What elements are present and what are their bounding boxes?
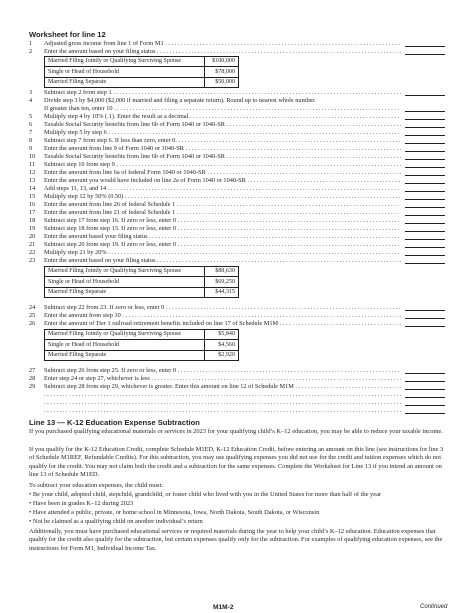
line-number: 20	[29, 233, 36, 240]
table-cell: $88,630	[205, 267, 239, 277]
line-number: 15	[29, 193, 36, 200]
table-cell: Single or Head of Household	[45, 340, 205, 350]
worksheet-line	[29, 201, 445, 209]
line-number: 19	[29, 225, 36, 232]
worksheet-line	[29, 169, 445, 177]
line-number: 18	[29, 217, 36, 224]
table-cell: Married Filing Separate	[45, 350, 205, 360]
line-text: Enter the amount of Tier 1 railroad retirement benefits included on line 17 of Schedule M1M . . .	[44, 320, 401, 328]
amount-blank[interactable]	[405, 143, 445, 144]
worksheet-line	[29, 407, 445, 415]
filing-status-table-2	[44, 266, 239, 298]
amount-blank[interactable]	[405, 239, 445, 240]
table-cell: Married Filing Separate	[45, 287, 205, 297]
line-text: Subtract step 28 from step 29, whichever is greater. Enter this amount on line 12 of Schedule M1M . . .	[44, 383, 401, 391]
line-number: 8	[29, 137, 33, 144]
table-cell: $44,315	[205, 287, 239, 297]
section-title: Line 13 — K-12 Education Expense Subtraction	[29, 418, 200, 427]
amount-blank[interactable]	[405, 54, 445, 55]
line-text: Enter the amount you would have included on line 2a of Form 1040 or 1040-SR . . .	[44, 177, 401, 185]
worksheet-line	[29, 375, 445, 383]
worksheet-line	[29, 185, 445, 193]
line-text: Multiply step 5 by step 6 . . .	[44, 129, 401, 137]
bullet-item: • Be your child, adopted child, stepchild, grandchild, or foster child who lived with you in the United States for more than half of the year	[29, 491, 382, 498]
worksheet-line	[29, 145, 445, 153]
line-text: Subtract step 17 from step 16. If zero or less, enter 0 . . .	[44, 217, 401, 225]
worksheet-line	[29, 193, 445, 201]
line-number: 14	[29, 185, 36, 192]
amount-blank[interactable]	[405, 223, 445, 224]
amount-blank[interactable]	[405, 255, 445, 256]
amount-blank[interactable]	[405, 111, 445, 112]
line-number: 25	[29, 312, 36, 319]
bullet-item: • Not be claimed as a qualifying child on another individual’s return	[29, 518, 203, 525]
amount-blank[interactable]	[405, 159, 445, 160]
line-text: Subtract step 22 from 23. If zero or less, enter 0 . . .	[44, 304, 401, 312]
table-cell: Married Filing Jointly or Qualifying Surviving Spouse	[45, 330, 205, 340]
table-cell: $69,250	[205, 277, 239, 287]
table-cell: Married Filing Jointly or Qualifying Surviving Spouse	[45, 267, 205, 277]
line-text: Adjusted gross income from line 1 of Form M1 . . .	[44, 40, 401, 48]
amount-blank[interactable]	[405, 263, 445, 264]
amount-blank[interactable]	[405, 247, 445, 248]
amount-blank[interactable]	[405, 46, 445, 47]
amount-blank[interactable]	[405, 397, 445, 398]
amount-blank[interactable]	[405, 119, 445, 120]
line-number: 27	[29, 367, 36, 374]
line-number: 10	[29, 153, 36, 160]
table-cell: Single or Head of Household	[45, 67, 205, 77]
table-row	[45, 287, 239, 297]
amount-blank[interactable]	[405, 127, 445, 128]
amount-blank[interactable]	[405, 413, 445, 414]
line-number: 1	[29, 40, 33, 47]
line-text: Subtract step 26 from step 25. If zero or less, enter 0 . . .	[44, 367, 401, 375]
worksheet-line	[29, 391, 445, 399]
line-number: 16	[29, 201, 36, 208]
amount-blank[interactable]	[405, 191, 445, 192]
line-number: 12	[29, 169, 36, 176]
section-paragraph: If you purchased qualifying educational materials or services in 2023 for your qualifying child’s K–12 education, you may be able to reduce your taxable income.	[29, 428, 443, 435]
table-cell: Single or Head of Household	[45, 277, 205, 287]
amount-blank[interactable]	[405, 183, 445, 184]
amount-blank[interactable]	[405, 151, 445, 152]
worksheet-line	[29, 241, 445, 249]
amount-blank[interactable]	[405, 167, 445, 168]
worksheet-line	[29, 367, 445, 375]
line-text: Enter step 24 or step 27, whichever is less . . .	[44, 375, 401, 383]
line-number: 24	[29, 304, 36, 311]
table-row	[45, 57, 239, 67]
line-text	[44, 391, 401, 399]
line-text: Subtract step 7 from step 6. If less than zero, enter 0. . . .	[44, 137, 401, 145]
bullet-item: • Have been in grades K–12 during 2023	[29, 500, 134, 507]
table-cell: Married Filing Jointly or Qualifying Surviving Spouse	[45, 57, 205, 67]
line-text: Taxable Social Security benefits from line 6b of Form 1040 or 1040-SR . . .	[44, 153, 401, 161]
line-text	[44, 407, 401, 415]
line-text: Divide step 3 by $4,000 ($2,000 if married and filing a separate return). Round up to nearest whole number.	[44, 97, 316, 104]
section-paragraph: To subtract your education expenses, the child must:	[29, 482, 164, 489]
continued-label: Continued	[420, 604, 448, 610]
line-number: 23	[29, 257, 36, 264]
filing-status-table-3	[44, 329, 239, 361]
amount-blank[interactable]	[405, 373, 445, 374]
filing-status-table-1	[44, 56, 239, 88]
worksheet-line	[29, 177, 445, 185]
amount-blank[interactable]	[405, 381, 445, 382]
line-text: Enter the amount based your filing status . . .	[44, 233, 401, 241]
worksheet-line	[29, 121, 445, 129]
table-row	[45, 267, 239, 277]
worksheet-line	[29, 217, 445, 225]
line-text: Subtract step 18 from step 15. If zero or less, enter 0 . . .	[44, 225, 401, 233]
worksheet-line	[29, 312, 445, 320]
line-text: Multiply step 4 by 10% (.1). Enter the result as a decimal . . .	[44, 113, 401, 121]
worksheet-line	[29, 209, 445, 217]
worksheet-line	[29, 161, 445, 169]
table-row	[45, 277, 239, 287]
line-number: 22	[29, 249, 36, 256]
table-row	[45, 350, 239, 360]
worksheet-title: Worksheet for line 12	[29, 30, 106, 39]
line-text: Subtract step 10 from step 9 . . .	[44, 161, 401, 169]
line-number: 6	[29, 121, 33, 128]
line-number: 11	[29, 161, 36, 168]
line-text: Enter the amount from step 10 . . .	[44, 312, 401, 320]
amount-blank[interactable]	[405, 318, 445, 319]
line-text: Multiply step 12 by 50% (0.50) . . .	[44, 193, 401, 201]
line-number: 26	[29, 320, 36, 327]
worksheet-line	[29, 383, 445, 391]
line-number: 28	[29, 375, 36, 382]
form-code: M1M-2	[213, 604, 234, 611]
table-cell: $4,560	[205, 340, 239, 350]
amount-blank[interactable]	[405, 199, 445, 200]
amount-blank[interactable]	[405, 389, 445, 390]
amount-blank[interactable]	[405, 135, 445, 136]
amount-blank[interactable]	[405, 326, 445, 327]
table-cell: $50,000	[205, 77, 239, 87]
worksheet-line	[29, 48, 445, 56]
line-text: Enter the amount from line 9 of Form 1040 or 1040-SR . . .	[44, 145, 401, 153]
worksheet-line	[29, 113, 445, 121]
worksheet-line	[29, 233, 445, 241]
line-text: Multiply step 21 by 20% . . .	[44, 249, 401, 257]
amount-blank[interactable]	[405, 95, 445, 96]
worksheet-line	[29, 40, 445, 48]
worksheet-line	[29, 129, 445, 137]
line-text: Enter the amount based on your filing status . . .	[44, 48, 401, 56]
section-paragraph: Additionally, you must have purchased educational services or required materials during the year to help your child’s K–12 education. Education expenses that qualify for the credit also qualify for the subtraction, but certain expenses qualify only for the subtraction. For examples of qualifying education expenses, see the instructions for Form M1, Individual Income Tax.	[29, 528, 443, 552]
line-number: 2	[29, 48, 33, 55]
line-text: Enter the amount based on your filing status . . .	[44, 257, 401, 265]
line-number: 7	[29, 129, 33, 136]
worksheet-line	[29, 249, 445, 257]
table-cell: $5,840	[205, 330, 239, 340]
line-text: Enter the amount from line 6a of federal Form 1040 or 1040-SR . . .	[44, 169, 401, 177]
worksheet-line	[29, 89, 445, 97]
worksheet-line	[29, 105, 445, 113]
table-row	[45, 77, 239, 87]
table-row	[45, 330, 239, 340]
worksheet-line	[29, 97, 445, 105]
line-text: Subtract step 2 from step 1 . . .	[44, 89, 401, 97]
section-paragraph: If you qualify for the K-12 Education Credit, complete Schedule M1ED, K-12 Education Credit, before entering an amount on this line (see instructions for line 3 of Schedule M1REF, Refundable Credits). For this subtraction, you may use qualifying expenses you did not use for the credit and tuition expenses which do not qualify for the credit. You may not claim both the credit and a subtraction for the same expenses. Complete the Worksheet for Line 13 if you intend an amount on line 13 of Schedule M1ED.	[29, 446, 444, 479]
table-cell: $2,920	[205, 350, 239, 360]
line-number: 21	[29, 241, 36, 248]
table-cell: $100,000	[205, 57, 239, 67]
line-text: Enter the amount from line 21 of federal Schedule 1 . . .	[44, 209, 401, 217]
amount-blank[interactable]	[405, 310, 445, 311]
worksheet-line	[29, 225, 445, 233]
amount-blank[interactable]	[405, 215, 445, 216]
worksheet-line	[29, 257, 445, 265]
line-text: Taxable Social Security benefits from line 6b of Form 1040 or 1040-SR . . .	[44, 121, 401, 129]
line-number: 17	[29, 209, 36, 216]
amount-blank[interactable]	[405, 405, 445, 406]
worksheet-line	[29, 137, 445, 145]
line-number: 5	[29, 113, 33, 120]
line-number: 13	[29, 177, 36, 184]
line-number: 29	[29, 383, 36, 390]
worksheet-line	[29, 153, 445, 161]
amount-blank[interactable]	[405, 175, 445, 176]
table-cell: Married Filing Separate	[45, 77, 205, 87]
line-text: Add steps 11, 13, and 14 . . .	[44, 185, 401, 193]
worksheet-line	[29, 304, 445, 312]
table-row	[45, 340, 239, 350]
line-number: 3	[29, 89, 33, 96]
bullet-item: • Have attended a public, private, or home school in Minnesota, Iowa, North Dakota, South Dakota, or Wisconsin	[29, 509, 320, 516]
table-row	[45, 67, 239, 77]
amount-blank[interactable]	[405, 231, 445, 232]
line-text	[44, 399, 401, 407]
line-text: Enter the amount from line 26 of federal Schedule 1 . . .	[44, 201, 401, 209]
line-text: Subtract step 20 from step 19. If zero or less, enter 0 . . .	[44, 241, 401, 249]
table-cell: $78,000	[205, 67, 239, 77]
line-number: 4	[29, 97, 33, 104]
amount-blank[interactable]	[405, 207, 445, 208]
line-text: If greater than ten, enter 10 . . .	[44, 105, 401, 113]
line-number: 9	[29, 145, 33, 152]
worksheet-line	[29, 399, 445, 407]
worksheet-line	[29, 320, 445, 328]
